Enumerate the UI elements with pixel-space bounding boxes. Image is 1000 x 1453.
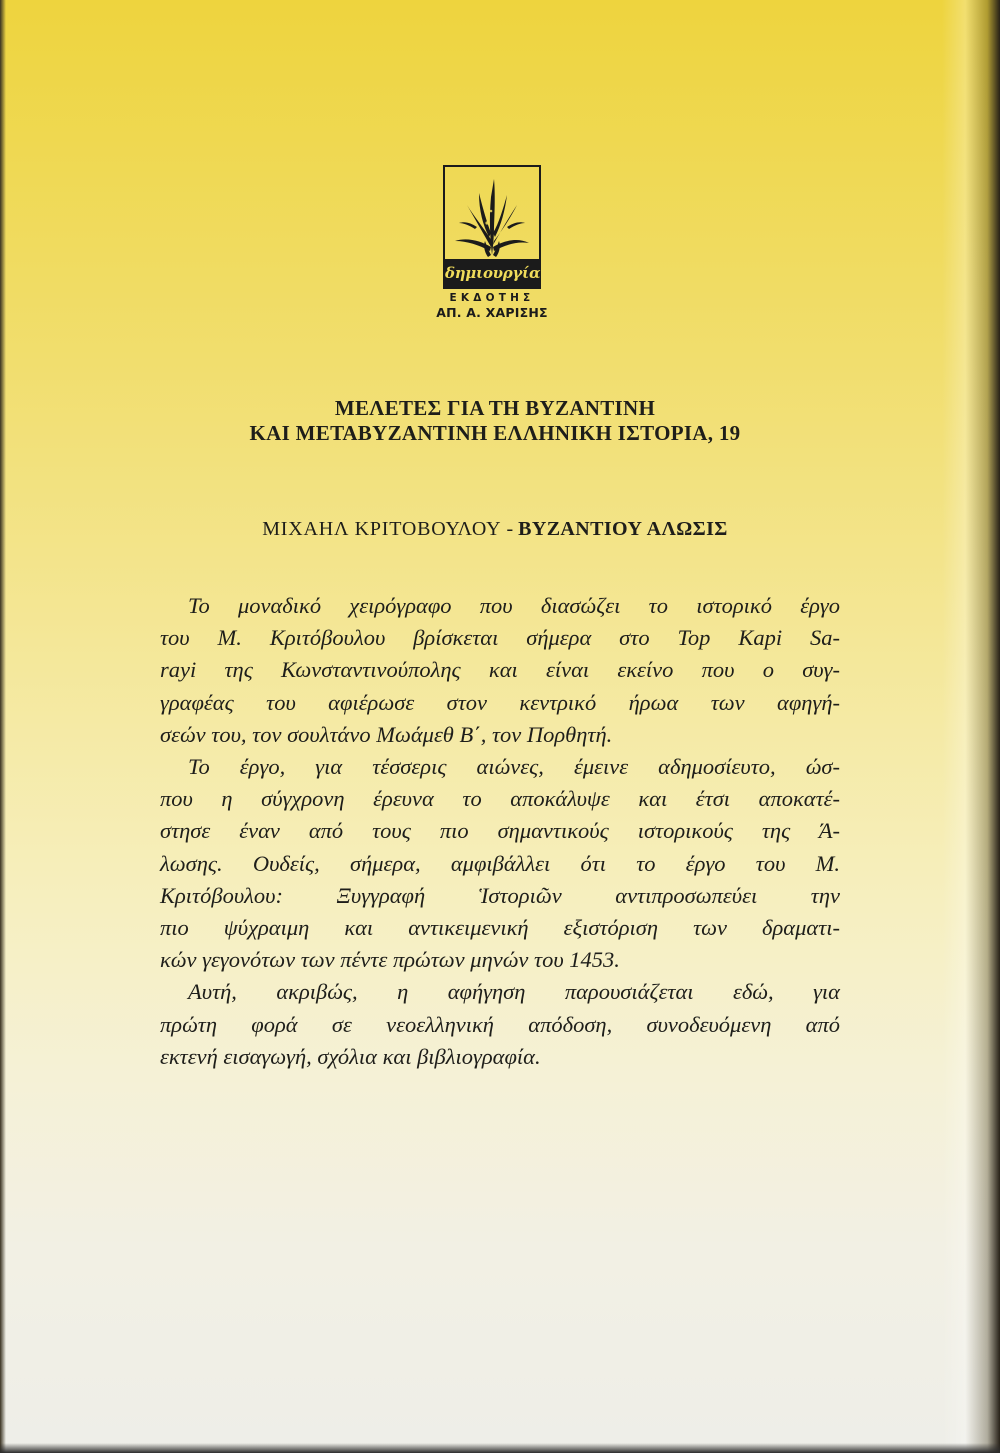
cover-right-edge-shadow [942, 0, 1000, 1453]
blurb-line: γραφέας του αφιέρωσε στον κεντρικό ήρωα των αφηγή- [160, 689, 840, 715]
publisher-logo [443, 165, 541, 289]
blurb-line: Το μοναδικό χειρόγραφο που διασώζει το ιστορικό έργο [188, 593, 840, 618]
blurb-line: σεών του, τον σουλτάνο Μωάμεθ Β΄, τον Πορθητή. [160, 721, 613, 747]
blurb-line: του Μ. Κριτόβουλου βρίσκεται σήμερα στο Top Kapi Sa- [160, 625, 840, 651]
series-title-line-1: ΜΕΛΕΤΕΣ ΓΙΑ ΤΗ ΒΥΖΑΝΤΙΝΗ [334, 396, 656, 420]
blurb-line: rayi της Κωνσταντινούπολης και είναι εκείνο που ο συγ- [160, 657, 840, 683]
author-and-title [150, 518, 840, 541]
book-title: ΒΥΖΑΝΤΙΟΥ ΑΛΩΣΙΣ [518, 518, 728, 540]
blurb-line: κών γεγονότων των πέντε πρώτων μηνών του 1453. [160, 947, 620, 973]
blurb-line: Κριτόβουλου: Ξυγγραφή Ἱστοριῶν αντιπροσωπεύει την [160, 882, 840, 908]
blurb-line: εκτενή εισαγωγή, σχόλια και βιβλιογραφία. [160, 1043, 541, 1069]
publisher-name: ΑΠ. Α. ΧΑΡΙΣΗΣ [436, 305, 548, 320]
blurb-line: Το έργο, για τέσσερις αιώνες, έμεινε αδημοσίευτο, ώσ- [188, 754, 840, 780]
publisher-label: ΕΚΔΟΤΗΣ [449, 292, 535, 304]
book-author: ΜΙΧΑΗΛ ΚΡΙΤΟΒΟΥΛΟΥ [262, 518, 502, 540]
cover-bottom-edge [0, 1443, 1000, 1453]
blurb-line: πιο ψύχραιμη και αντικειμενική εξιστόριση των δραματι- [160, 915, 840, 941]
author-title-separator: - [501, 518, 519, 540]
blurb-line: στησε έναν από τους πιο σημαντικούς ιστορικούς της Ά- [160, 818, 840, 844]
blurb-line: που η σύγχρονη έρευνα το αποκάλυψε και έτσι αποκατέ- [160, 786, 840, 812]
cover-left-edge [0, 0, 6, 1453]
series-title-line-2: ΚΑΙ ΜΕΤΑΒΥΖΑΝΤΙΝΗ ΕΛΛΗΝΙΚΗ ΙΣΤΟΡΙΑ, 19 [249, 421, 741, 445]
blurb-line: πρώτη φορά σε νεοελληνική απόδοση, συνοδευόμενη από [160, 1011, 840, 1037]
imprint-name: δημιουργία [445, 259, 539, 287]
blurb-text [160, 590, 840, 1073]
blurb-line: Αυτή, ακριβώς, η αφήγηση παρουσιάζεται εδώ, για [188, 979, 840, 1005]
blurb-line: λωσης. Ουδείς, σήμερα, αμφιβάλλει ότι το έργο του Μ. [160, 850, 840, 876]
